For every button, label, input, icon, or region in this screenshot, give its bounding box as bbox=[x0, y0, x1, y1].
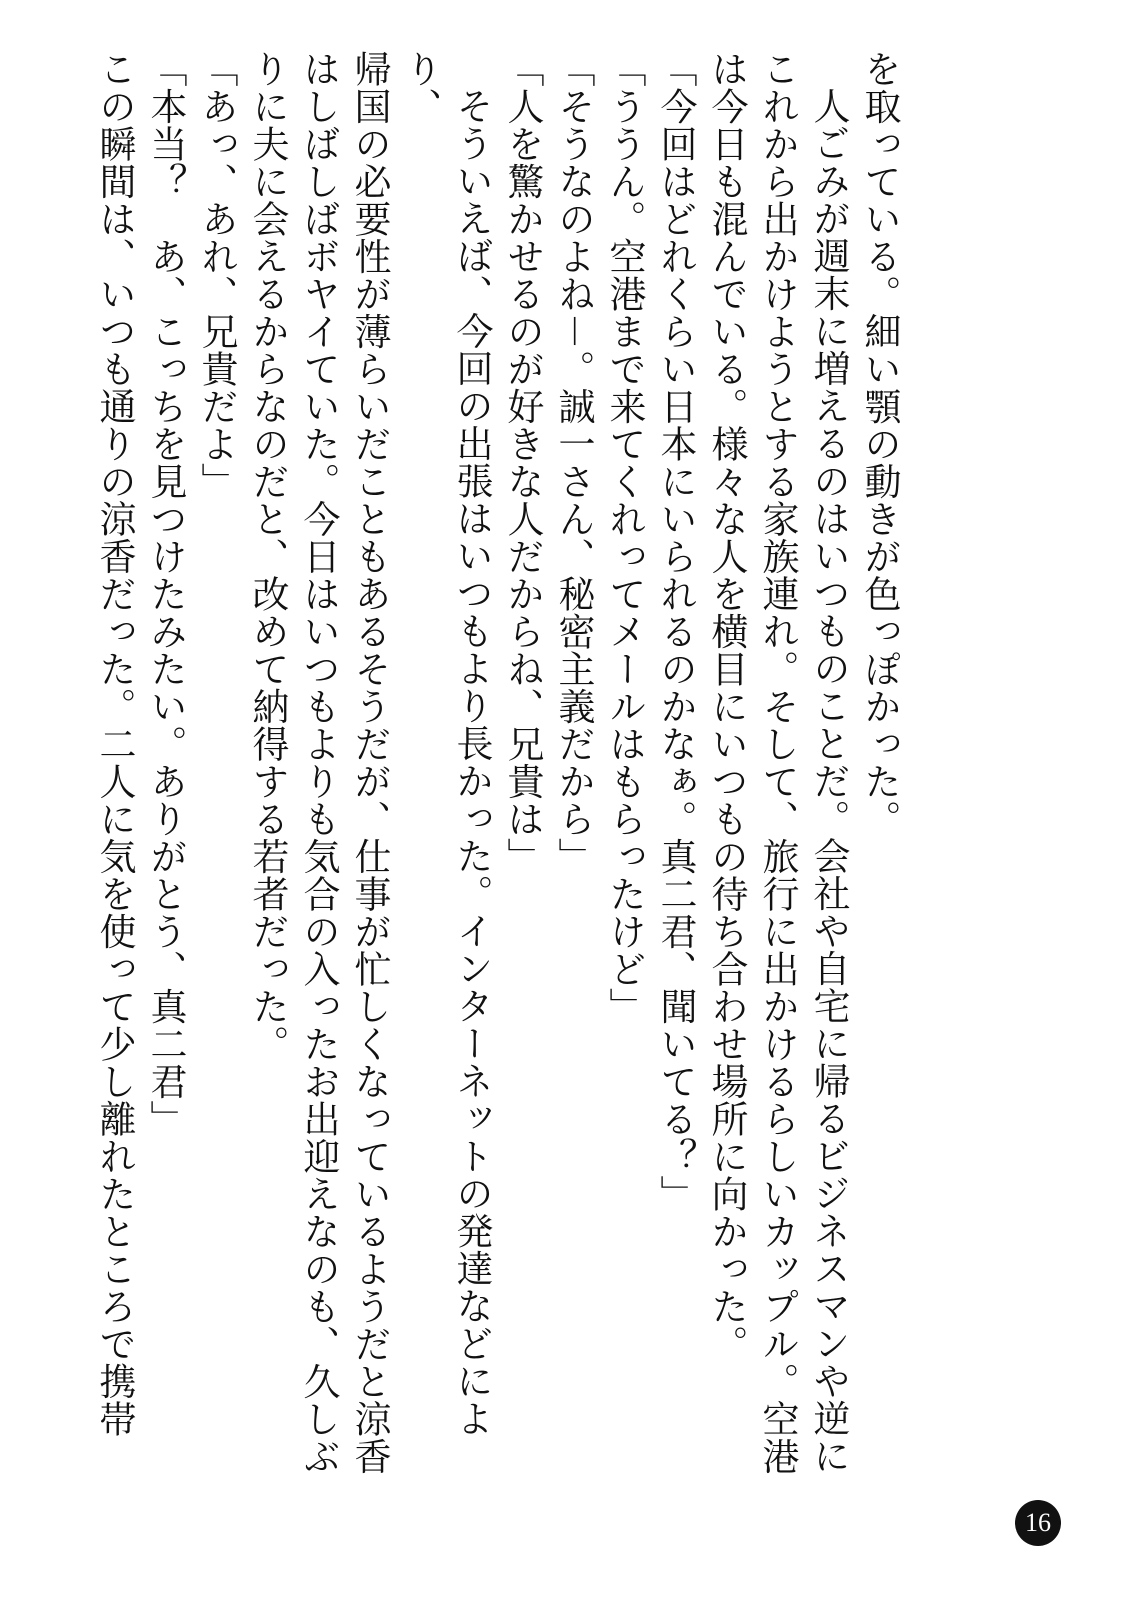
text-line: これから出かけようとする家族連れ。そして、旅行に出かけるらしいカップル。空港 bbox=[756, 50, 799, 1475]
text-line: そういえば、今回の出張はいつもより長かった。インターネットの発達などにより、 bbox=[399, 50, 493, 1437]
text-line: 帰国の必要性が薄らいだこともあるそうだが、仕事が忙しくなっているようだと涼香 bbox=[348, 50, 391, 1475]
dialogue-line: 「あっ、あれ、兄貴だよ」 bbox=[195, 50, 238, 500]
dialogue-line: 「ううん。空港まで来てくれってメールはもらったけど」 bbox=[603, 50, 646, 1025]
text-line: この瞬間は、いつも通りの涼香だった。二人に気を使って少し離れたところで携帯 bbox=[93, 50, 136, 1438]
text-line: はしばしばボヤイていた。今日はいつもよりも気合の入ったお出迎えなのも、久しぶ bbox=[297, 50, 340, 1475]
dialogue-line: 「今回はどれくらい日本にいられるのかなぁ。真二君、聞いてる？」 bbox=[654, 50, 697, 1213]
text-line: を取っている。細い顎の動きが色っぽかった。 bbox=[858, 50, 901, 838]
dialogue-line: 「そうなのよね－。誠一さん、秘密主義だから」 bbox=[552, 50, 595, 875]
text-line: りに夫に会えるからなのだと、改めて納得する若者だった。 bbox=[246, 50, 289, 1063]
dialogue-line: 「人を驚かせるのが好きな人だからね、兄貴は」 bbox=[501, 50, 544, 875]
text-line: は今日も混んでいる。様々な人を横目にいつもの待ち合わせ場所に向かった。 bbox=[705, 50, 748, 1363]
text-line: 人ごみが週末に増えるのはいつものことだ。会社や自宅に帰るビジネスマンや逆に bbox=[807, 87, 850, 1475]
page-number: 16 bbox=[1015, 1500, 1061, 1546]
vertical-body-text bbox=[89, 50, 905, 1500]
dialogue-line: 「本当？ あ、こっちを見つけたみたい。ありがとう、真二君」 bbox=[144, 50, 187, 1138]
